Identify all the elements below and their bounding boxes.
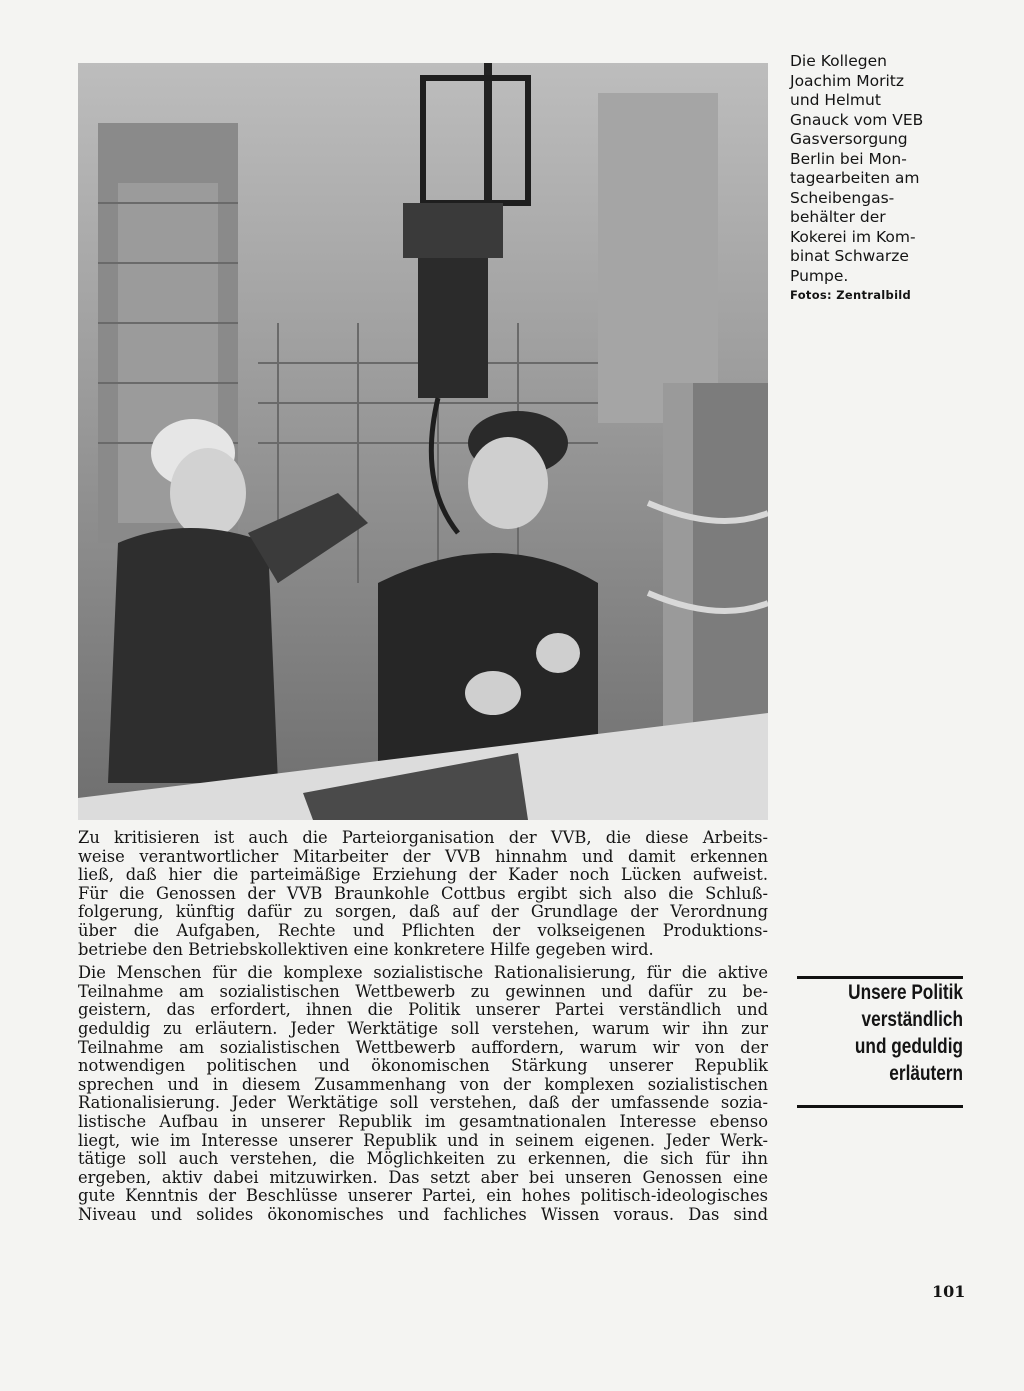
caption-line: Gnauck vom VEB (790, 110, 924, 129)
text-line: sprechen und in diesem Zusammenhang von der komplexen sozialistischen (78, 1074, 768, 1094)
worker-left-face (170, 448, 246, 538)
photo-credit: Fotos: Zentralbild (790, 288, 912, 302)
crane-frame (423, 78, 528, 203)
heading-line: Unsere Politik (848, 981, 963, 1004)
text-line: Teilnahme am sozialistischen Wettbewerb auffordern, warum wir von der (78, 1037, 768, 1057)
caption-line: tagearbeiten am (790, 169, 920, 187)
text-line: folgerung, künftig dafür zu sorgen, daß auf der Grundlage der Verordnung (78, 902, 768, 922)
paragraph (78, 829, 768, 959)
background-building (598, 93, 718, 423)
caption-line: Kokerei im Kom- (790, 227, 916, 246)
margin-heading (797, 976, 963, 1108)
crane-pulley (418, 258, 488, 398)
text-line: notwendigen politischen und ökonomischen Stärkung unserer Republik (78, 1056, 768, 1076)
caption-line: Die Kollegen (790, 52, 887, 70)
text-line: tätige soll auch verstehen, die Möglichkeiten zu erkennen, die sich für ihn (78, 1149, 768, 1169)
text-line: ergeben, aktiv dabei mitzuwirken. Das setzt aber bei unseren Genossen eine (78, 1167, 768, 1187)
caption-line: Scheibengas- (790, 188, 895, 207)
text-line: geistern, das erfordert, ihnen die Politik unserer Partei verständlich und (78, 1000, 768, 1020)
heading-line: erläutern (889, 1062, 963, 1085)
photo (78, 63, 768, 820)
worker-right-hand-2 (536, 633, 580, 673)
text-line: gute Kenntnis der Beschlüsse unserer Partei, ein hohes politisch-ideologisches (78, 1186, 768, 1206)
caption-line: Joachim Moritz (790, 71, 904, 90)
text-line: Rationalisierung. Jeder Werktätige soll verstehen, daß der umfassende sozia- (78, 1093, 768, 1113)
paragraph (78, 964, 768, 1224)
text-line: liegt, wie im Interesse unserer Republik und in seinem eigenen. Jeder Werk- (78, 1130, 768, 1150)
crane-block (403, 203, 503, 258)
photo-illustration (78, 63, 768, 820)
heading-line: und geduldig (854, 1035, 963, 1058)
text-line: weise verantwortlicher Mitarbeiter der VVB hinnahm und damit erkennen (78, 846, 768, 866)
text-line: ließ, daß hier die parteimäßige Erziehung der Kader noch Lücken aufweist. (78, 865, 768, 885)
worker-right-face (468, 437, 548, 529)
worker-right-hand (465, 671, 521, 715)
text-line: Zu kritisieren ist auch die Parteiorganisation der VVB, die diese Arbeits- (78, 828, 768, 847)
text-line: listische Aufbau in unserer Republik im gesamtnationalen Interesse ebenso (78, 1111, 768, 1131)
heading-line: verständlich (861, 1008, 963, 1031)
caption-line: behälter der (790, 208, 886, 226)
caption-line: binat Schwarze (790, 247, 909, 265)
text-line: geduldig zu erläutern. Jeder Werktätige soll verstehen, warum wir ihn zur (78, 1018, 768, 1038)
photo-caption (790, 52, 990, 286)
caption-line: Gasversorgung (790, 130, 908, 148)
text-line: Teilnahme am sozialistischen Wettbewerb zu gewinnen und dafür zu be- (78, 981, 768, 1001)
hook-chain (431, 398, 458, 533)
text-line: über die Aufgaben, Rechte und Pflichten der volkseigenen Produktions- (78, 920, 768, 940)
page-number: 101 (932, 1282, 966, 1301)
text-line: Für die Genossen der VVB Braunkohle Cottbus ergibt sich also die Schluß- (78, 883, 768, 903)
caption-line: Pumpe. (790, 266, 849, 285)
text-line: Niveau und solides ökonomisches und fachliches Wissen voraus. Das sind (78, 1204, 768, 1224)
article-body (78, 829, 768, 1229)
caption-line: und Helmut (790, 91, 881, 109)
text-line: betriebe den Betriebskollektiven eine konkretere Hilfe gegeben wird. (78, 939, 654, 959)
caption-line: Berlin bei Mon- (790, 149, 907, 168)
text-line: Die Menschen für die komplexe sozialistische Rationalisierung, für die aktive (78, 963, 768, 983)
worker-left-body (108, 528, 278, 783)
